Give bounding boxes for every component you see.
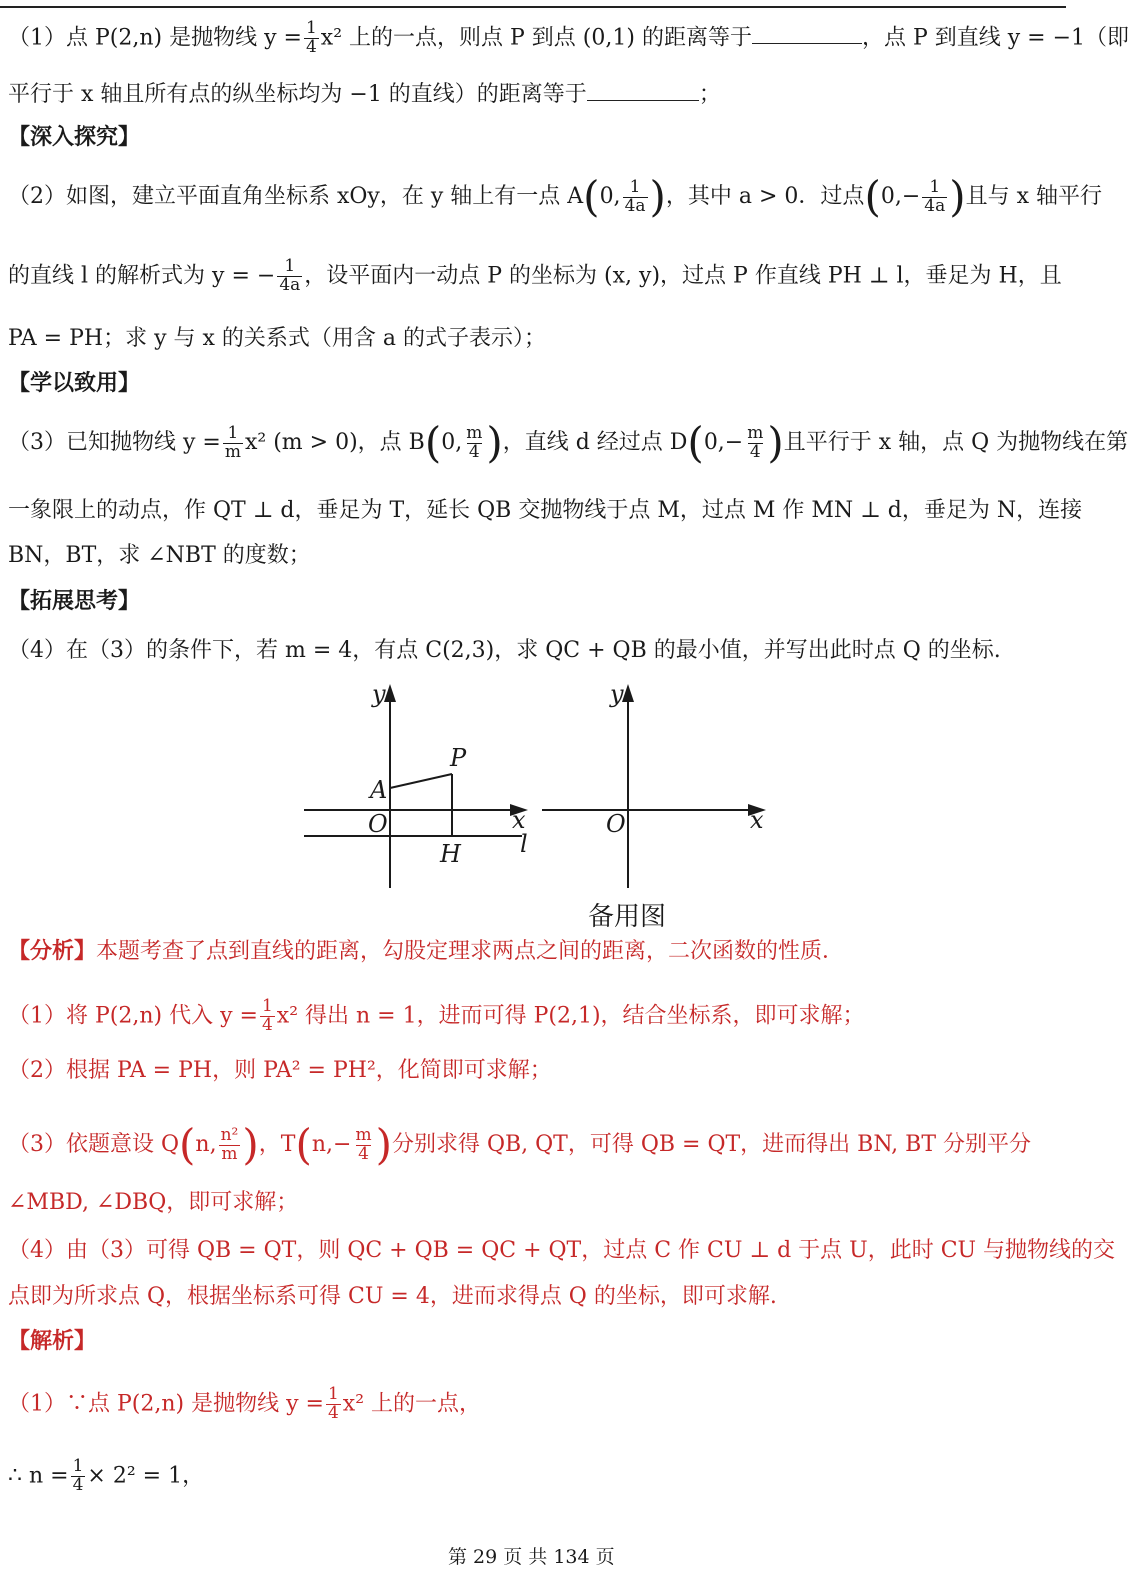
q2-text-c: 且与 x 轴平行 bbox=[965, 184, 1103, 209]
frac-num: 1 bbox=[929, 176, 941, 197]
frac-num: 1 bbox=[227, 422, 239, 443]
solution-l2-b: × 2² = 1， bbox=[87, 1463, 205, 1489]
q4-line: （4）在（3）的条件下，若 m = 4，有点 C(2,3)，求 QC + QB 的最小值，并写出此时点 Q 的坐标. bbox=[8, 638, 1001, 663]
q3-text-d: 且平行于 x 轴，点 Q 为抛物线在第 bbox=[783, 430, 1129, 455]
label-x2: x bbox=[750, 806, 764, 834]
label-O: O bbox=[368, 810, 388, 838]
q2-line2-a: 的直线 l 的解析式为 y = − bbox=[8, 263, 276, 289]
figure-svg bbox=[300, 676, 780, 932]
q2-line1 bbox=[8, 172, 1103, 221]
y-arrow-icon bbox=[622, 684, 634, 702]
paren-open: ( bbox=[687, 418, 704, 467]
paren-close: ) bbox=[486, 418, 503, 467]
fraction bbox=[71, 1458, 86, 1495]
q3-line2: 一象限上的动点，作 QT ⊥ d，垂足为 T，延长 QB 交抛物线于点 M，过点 M 作 MN ⊥ d，垂足为 N，连接 bbox=[8, 498, 1083, 523]
paren-close: ) bbox=[649, 172, 666, 221]
fraction bbox=[464, 422, 484, 462]
paren-open: ( bbox=[583, 172, 600, 221]
q3-line1 bbox=[8, 418, 1129, 467]
q1-text-c: ，点 P 到直线 y = −1（即 bbox=[861, 25, 1129, 51]
q3-text-a: （3）已知抛物线 y = bbox=[8, 430, 221, 455]
q2-point2-prefix: 0,− bbox=[880, 184, 921, 209]
section-heading-extend: 【拓展思考】 bbox=[8, 588, 141, 614]
analysis-step4-line2: 点即为所求点 Q，根据坐标系可得 CU = 4，进而求得点 Q 的坐标，即可求解. bbox=[8, 1284, 777, 1309]
fraction bbox=[745, 422, 765, 462]
solution-line2 bbox=[8, 1458, 204, 1495]
y-arrow-icon bbox=[384, 684, 396, 702]
q3-text-b: x² (m > 0)，点 B bbox=[244, 430, 425, 455]
label-P: P bbox=[450, 744, 467, 772]
top-rule bbox=[0, 6, 1066, 8]
analysis-step1 bbox=[8, 998, 865, 1035]
q3-pointB-prefix: 0, bbox=[441, 430, 463, 455]
frac-den: m bbox=[221, 1143, 238, 1164]
fraction bbox=[304, 20, 319, 57]
solution-title: 【解析】 bbox=[8, 1328, 97, 1354]
fraction bbox=[623, 176, 648, 216]
coordinate-figures bbox=[300, 676, 780, 932]
fraction bbox=[326, 1386, 341, 1423]
label-x: x bbox=[512, 806, 526, 834]
section-heading-deep: 【深入探究】 bbox=[8, 124, 141, 150]
label-l: l bbox=[520, 830, 528, 858]
analysis-s3-b: ，T bbox=[258, 1132, 296, 1157]
label-y: y bbox=[372, 680, 386, 708]
frac-num: m bbox=[355, 1124, 372, 1145]
frac-num: 1 bbox=[261, 996, 273, 1016]
solution-l2-a: ∴ n = bbox=[8, 1463, 69, 1489]
frac-den: m bbox=[224, 441, 241, 462]
frac-den: 4 bbox=[468, 441, 480, 462]
frac-num: 1 bbox=[72, 1456, 84, 1476]
fraction bbox=[277, 258, 302, 295]
frac-den: 4a bbox=[924, 195, 946, 216]
q2-text-a: （2）如图，建立平面直角坐标系 xOy，在 y 轴上有一点 A bbox=[8, 184, 584, 209]
fraction bbox=[922, 176, 947, 216]
paren-close: ) bbox=[375, 1120, 392, 1169]
analysis-s3-T-prefix: n,− bbox=[311, 1132, 352, 1157]
frac-num: 1 bbox=[327, 1384, 339, 1404]
frac-den: 4a bbox=[624, 195, 646, 216]
analysis-step3 bbox=[8, 1120, 1031, 1169]
frac-den: 4 bbox=[327, 1402, 339, 1423]
solution-line1 bbox=[8, 1386, 481, 1423]
paren-close: ) bbox=[767, 418, 784, 467]
frac-den: 4 bbox=[72, 1474, 84, 1495]
q1-line2-end: ； bbox=[698, 82, 721, 107]
label-O2: O bbox=[606, 810, 626, 838]
analysis-step2: （2）根据 PA = PH，则 PA² = PH²，化简即可求解； bbox=[8, 1058, 552, 1083]
q1-line2 bbox=[8, 82, 721, 106]
answer-blank[interactable] bbox=[587, 82, 699, 101]
analysis-step3-line2: ∠MBD, ∠DBQ，即可求解； bbox=[8, 1190, 299, 1215]
frac-den: 4 bbox=[305, 36, 317, 57]
label-H: H bbox=[440, 840, 461, 868]
analysis-summary-line bbox=[8, 940, 844, 963]
fraction bbox=[353, 1124, 373, 1164]
frac-den: 4 bbox=[749, 441, 761, 462]
frac-num: n² bbox=[220, 1124, 239, 1145]
frac-den: 4a bbox=[279, 274, 301, 295]
analysis-s3-Q-prefix: n, bbox=[195, 1132, 217, 1157]
q2-pointA-prefix: 0, bbox=[599, 184, 621, 209]
fraction bbox=[223, 422, 243, 462]
fraction bbox=[260, 998, 275, 1035]
paren-open: ( bbox=[864, 172, 881, 221]
solution-l1-b: x² 上的一点， bbox=[342, 1391, 482, 1417]
page-footer: 第 29 页 共 134 页 bbox=[448, 1546, 615, 1568]
analysis-s3-c: 分别求得 QB, QT，可得 QB = QT，进而得出 BN, BT 分别平分 bbox=[391, 1132, 1031, 1157]
q2-line2-b: ，设平面内一动点 P 的坐标为 (x, y)，过点 P 作直线 PH ⊥ l，垂足为 H，且 bbox=[304, 263, 1062, 289]
q1-line2-text: 平行于 x 轴且所有点的纵坐标均为 −1 的直线）的距离等于 bbox=[8, 82, 587, 107]
answer-blank[interactable] bbox=[752, 25, 862, 44]
segment-PA bbox=[390, 774, 452, 788]
analysis-summary: 本题考查了点到直线的距离，勾股定理求两点之间的距离，二次函数的性质． bbox=[96, 939, 845, 964]
frac-den: 4 bbox=[358, 1143, 369, 1164]
paren-open: ( bbox=[424, 418, 442, 467]
q3-pointD-prefix: 0,− bbox=[703, 430, 744, 455]
q2-line2 bbox=[8, 258, 1062, 295]
paren-open: ( bbox=[295, 1120, 312, 1169]
fraction bbox=[219, 1124, 241, 1164]
analysis-s1-b: x² 得出 n = 1，进而可得 P(2,1)，结合坐标系，即可求解； bbox=[276, 1003, 865, 1029]
q1-text-b: x² 上的一点，则点 P 到点 (0,1) 的距离等于 bbox=[320, 25, 752, 51]
q1-line1 bbox=[8, 20, 1129, 57]
frac-den: 4 bbox=[261, 1014, 273, 1035]
label-y2: y bbox=[610, 680, 624, 708]
frac-num: 1 bbox=[629, 176, 641, 197]
q2-text-b: ，其中 a > 0．过点 bbox=[665, 184, 865, 209]
solution-l1-a: （1）∵点 P(2,n) 是抛物线 y = bbox=[8, 1391, 324, 1417]
analysis-s3-a: （3）依题意设 Q bbox=[8, 1132, 180, 1157]
q3-text-c: ，直线 d 经过点 D bbox=[502, 430, 688, 455]
q2-line3: PA = PH；求 y 与 x 的关系式（用含 a 的式子表示）； bbox=[8, 326, 546, 351]
frac-num: 1 bbox=[305, 18, 317, 38]
analysis-step4-line1: （4）由（3）可得 QB = QT，则 QC + QB = QC + QT，过点 C 作 CU ⊥ d 于点 U，此时 CU 与抛物线的交 bbox=[8, 1238, 1116, 1263]
paren-close: ) bbox=[949, 172, 966, 221]
analysis-s1-a: （1）将 P(2,n) 代入 y = bbox=[8, 1003, 258, 1029]
frac-num: m bbox=[466, 422, 483, 443]
section-heading-apply: 【学以致用】 bbox=[8, 370, 141, 396]
paren-open: ( bbox=[179, 1120, 196, 1169]
frac-num: 1 bbox=[284, 256, 296, 276]
q1-text-a: （1）点 P(2,n) 是抛物线 y = bbox=[8, 25, 302, 51]
figure-caption: 备用图 bbox=[588, 902, 667, 932]
frac-num: m bbox=[747, 422, 764, 443]
analysis-title: 【分析】 bbox=[8, 938, 97, 964]
label-A: A bbox=[370, 776, 388, 804]
q3-line3: BN，BT，求 ∠NBT 的度数； bbox=[8, 543, 311, 568]
paren-close: ) bbox=[242, 1120, 259, 1169]
